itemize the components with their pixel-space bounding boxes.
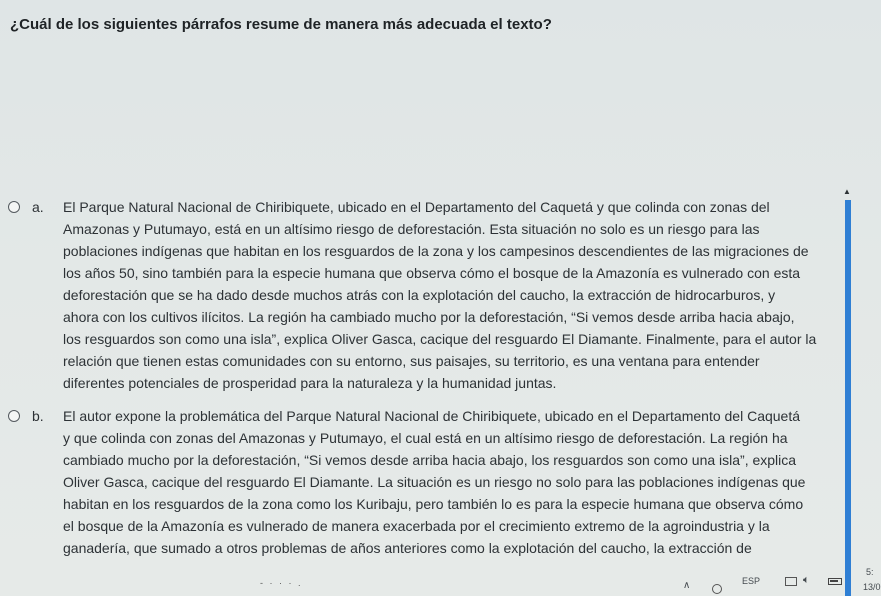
option-text (63, 405, 858, 559)
clock-date[interactable]: 13/0 (863, 582, 881, 592)
option-line: y que colinda con zonas del Amazonas y Putumayo, el cual está en un altísimo riesgo de deforestación. La región ha (63, 430, 788, 446)
option-line: los años 50, sino también para la especie humana que observa cómo el bosque de la Amazonía es vulnerado con esta (63, 265, 801, 281)
option-line: Amazonas y Putumayo, está en un altísimo riesgo de deforestación. Esta situación no solo es un riesgo para las (63, 221, 760, 237)
network-icon[interactable] (712, 584, 722, 594)
option-letter: b. (32, 408, 44, 424)
option-line: relación que tienen estas comunidades con su entorno, sus paisajes, su territorio, es una ventana para entender (63, 353, 760, 369)
option-line: Oliver Gasca, cacique del resguardo El Diamante. La situación es un riesgo no solo para las poblaciones indígenas que (63, 474, 806, 490)
clock-time[interactable]: 5: (866, 567, 874, 577)
taskbar (0, 567, 881, 596)
option-line: poblaciones indígenas que habitan en los resguardos de la zona y los campesinos descendientes de las migraciones de (63, 243, 809, 259)
option-line: los resguardos son como una isla”, explica Oliver Gasca, cacique del resguardo El Diamante. Finalmente, para el autor la (63, 331, 817, 347)
option-line: el bosque de la Amazonía es vulnerado de manera exacerbada por el crecimiento extremo de la agroindustria y la (63, 518, 770, 534)
scroll-up-arrow-icon[interactable]: ▲ (843, 187, 851, 196)
option-line: El autor expone la problemática del Parque Natural Nacional de Chiribiquete, ubicado en el Departamento del Caquetá (63, 408, 801, 424)
option-letter: a. (32, 199, 44, 215)
radio-button-b[interactable] (8, 410, 20, 422)
question-title: ¿Cuál de los siguientes párrafos resume de manera más adecuada el texto? (10, 16, 552, 33)
display-icon[interactable] (785, 577, 797, 586)
speaker-icon[interactable]: 🔈︎ (803, 574, 810, 586)
option-text (63, 196, 858, 394)
battery-icon[interactable] (828, 578, 842, 585)
option-line: habitan en los resguardos de la zona como los Kuribaju, pero también lo es para la especie humana que observa cómo (63, 496, 804, 512)
partial-text-fragment-icon: - · · · . (260, 578, 303, 588)
radio-button-a[interactable] (8, 201, 20, 213)
option-line: diferentes potenciales de prosperidad para la naturaleza y la humanidad juntas. (63, 375, 557, 391)
option-line: cambiado mucho por la deforestación, “Si vemos desde arriba hacia abajo, los resguardos son como una isla”, explica (63, 452, 797, 468)
chevron-up-icon[interactable]: ∧ (683, 580, 691, 591)
option-line: ganadería, que sumado a otros problemas de años anteriores como la explotación del caucho, la extracción de (63, 540, 752, 556)
vertical-scrollbar[interactable] (845, 200, 851, 596)
language-indicator[interactable]: ESP (742, 576, 761, 586)
option-line: ahora con los cultivos ilícitos. La región ha cambiado mucho por la deforestación, “Si vemos desde arriba hacia abajo, (63, 309, 795, 325)
option-line: deforestación que se ha dado desde muchos atrás con la explotación del caucho, la extracción de hidrocarburos, y (63, 287, 776, 303)
option-line: El Parque Natural Nacional de Chiribiquete, ubicado en el Departamento del Caquetá y que colinda con zonas del (63, 199, 770, 215)
